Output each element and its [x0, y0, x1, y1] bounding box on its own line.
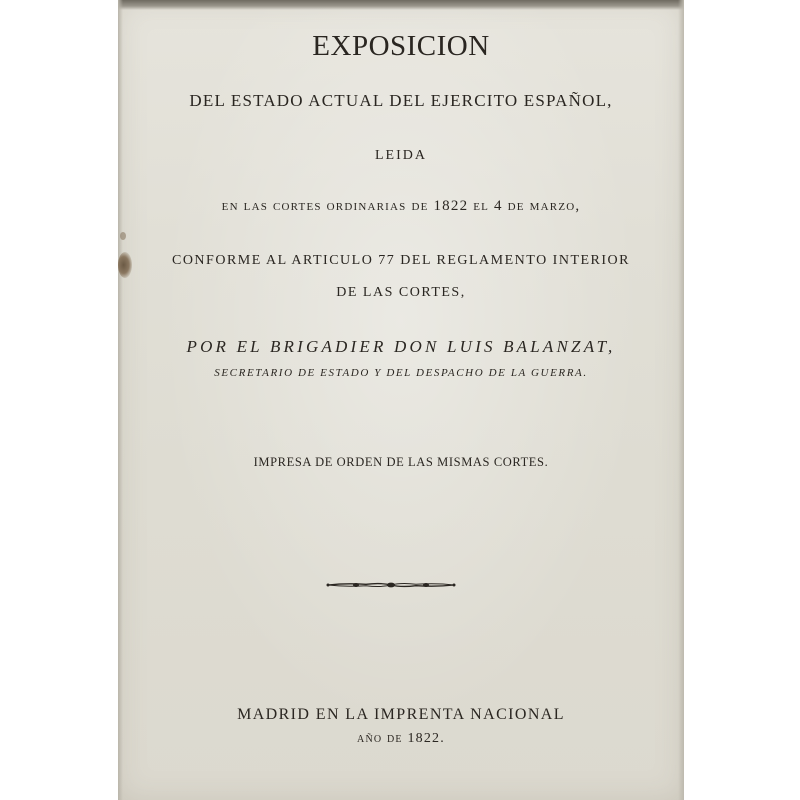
imprint-line: MADRID EN LA IMPRENTA NACIONAL	[237, 706, 565, 723]
page-stain-small	[120, 232, 126, 240]
cortes-date-line: en las cortes ordinarias de 1822 el 4 de marzo,	[221, 198, 581, 214]
title-page	[118, 0, 684, 800]
author-line: POR EL BRIGADIER DON LUIS BALANZAT,	[186, 337, 616, 356]
de-las-cortes-line: DE LAS CORTES,	[336, 285, 466, 300]
year-line: año de 1822.	[357, 731, 445, 746]
ornamental-rule-icon	[326, 580, 456, 590]
impresa-line: IMPRESA DE ORDEN DE LAS MISMAS CORTES.	[253, 455, 549, 469]
secretario-line: SECRETARIO DE ESTADO Y DEL DESPACHO DE LA GUERRA.	[214, 367, 588, 379]
leida-label: LEIDA	[375, 148, 427, 163]
page-left-edge	[118, 0, 123, 800]
page-top-edge	[118, 0, 684, 10]
page-right-edge	[678, 0, 684, 800]
page-title: EXPOSICION	[312, 30, 490, 62]
conforme-line: CONFORME AL ARTICULO 77 DEL REGLAMENTO INTERIOR	[171, 253, 631, 268]
subtitle: DEL ESTADO ACTUAL DEL EJERCITO ESPAÑOL,	[189, 91, 613, 110]
